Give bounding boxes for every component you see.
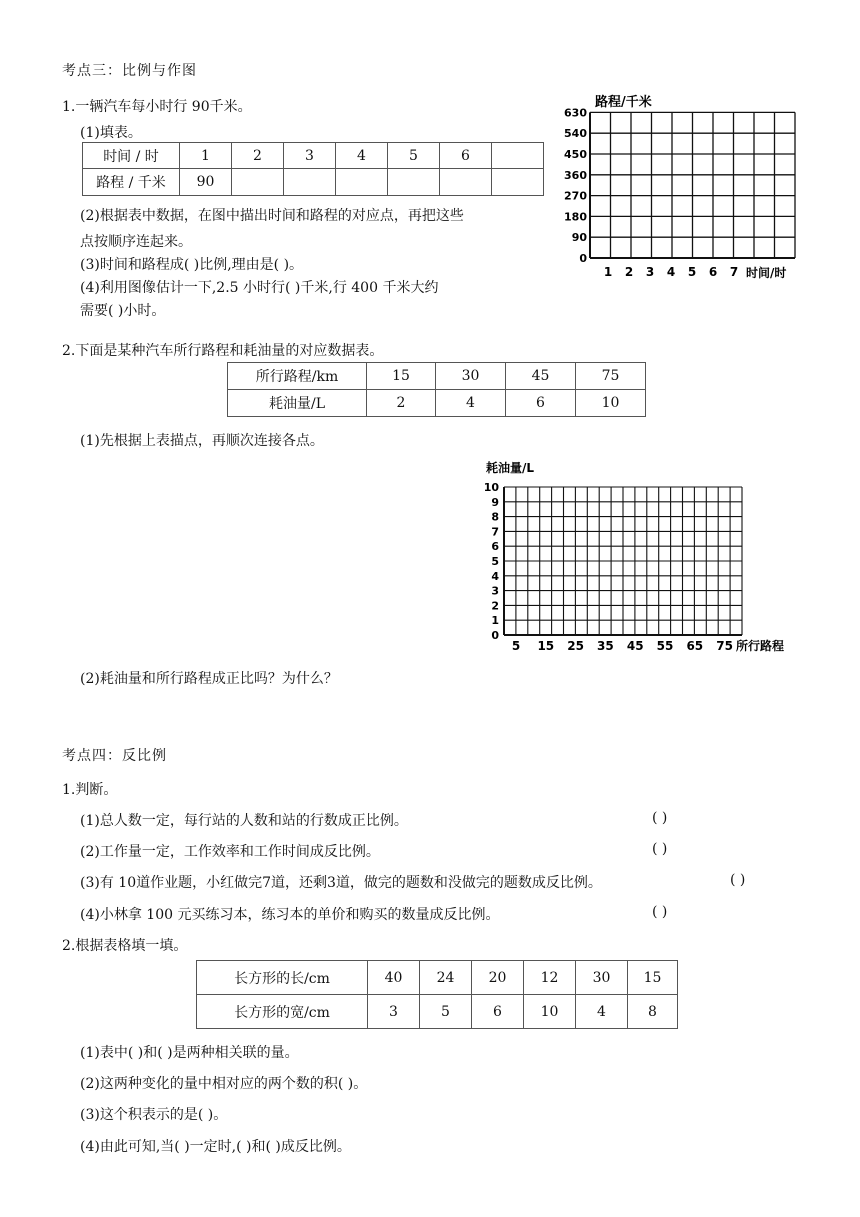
table-cell: 1 <box>180 143 232 169</box>
x-tick-label: 65 <box>686 639 704 653</box>
y-tick-label: 8 <box>491 510 499 524</box>
table-cell: 4 <box>336 143 388 169</box>
q2-graph <box>482 455 798 660</box>
x-tick-label: 3 <box>645 265 655 279</box>
judge-answer-bracket-2[interactable]: ( ) <box>652 841 668 857</box>
q2-part2: (2)耗油量和所行路程成正比吗？为什么？ <box>80 671 338 687</box>
x-tick-label: 55 <box>656 639 674 653</box>
judge-item-3: (3)有 10道作业题，小红做完7道，还剩3道，做完的题数和没做完的题数成反比例。 <box>80 875 602 891</box>
judge-item-2: (2)工作量一定，工作效率和工作时间成反比例。 <box>80 844 380 860</box>
y-tick-label: 6 <box>491 540 499 554</box>
s4-q2-part3: (3)这个积表示的是( )。 <box>80 1107 228 1123</box>
q1-part1: (1)填表。 <box>80 125 142 141</box>
table-cell: 24 <box>420 961 472 995</box>
table-cell: 6 <box>506 390 576 417</box>
table-cell: 路程 / 千米 <box>83 169 180 196</box>
s4-q1-title: 1.判断。 <box>62 782 118 798</box>
table-cell: 30 <box>436 363 506 390</box>
table-cell: 3 <box>284 143 336 169</box>
x-tick-label: 2 <box>624 265 634 279</box>
table-cell <box>492 169 544 196</box>
y-tick-label: 0 <box>579 252 587 265</box>
q2-table <box>227 362 646 417</box>
table-cell: 40 <box>368 961 420 995</box>
graph2-xlabel: 所行路程 <box>736 639 785 653</box>
q2-title: 2.下面是某种汽车所行路程和耗油量的对应数据表。 <box>62 343 384 359</box>
y-tick-label: 180 <box>564 210 587 224</box>
y-tick-label: 450 <box>564 148 587 161</box>
graph1-grid <box>590 112 795 258</box>
table-cell: 4 <box>436 390 506 417</box>
y-tick-label: 1 <box>491 614 499 628</box>
table-cell: 75 <box>576 363 646 390</box>
y-tick-label: 3 <box>491 584 499 598</box>
table-cell <box>336 169 388 196</box>
judge-item-1: (1)总人数一定，每行站的人数和站的行数成正比例。 <box>80 813 408 829</box>
s4-q2-title: 2.根据表格填一填。 <box>62 938 188 954</box>
q1-part3: (3)时间和路程成( )比例,理由是( )。 <box>80 257 304 273</box>
x-tick-label: 7 <box>729 265 739 279</box>
table-cell: 长方形的长/cm <box>197 961 368 995</box>
x-tick-label: 5 <box>687 265 697 279</box>
s4-q2-part4: (4)由此可知,当( )一定时,( )和( )成反比例。 <box>80 1139 351 1155</box>
judge-answer-bracket-1[interactable]: ( ) <box>652 810 668 826</box>
q1-part2-line2: 点按顺序连起来。 <box>80 234 192 250</box>
table-cell <box>492 143 544 169</box>
table-cell: 8 <box>628 995 678 1029</box>
x-tick-label: 15 <box>537 639 555 653</box>
section3-heading: 考点三：比例与作图 <box>62 63 197 79</box>
table-cell: 2 <box>232 143 284 169</box>
graph1-xlabel: 时间/时 <box>746 266 787 280</box>
y-tick-label: 2 <box>491 599 499 613</box>
y-tick-label: 540 <box>564 127 587 141</box>
q2-part1: (1)先根据上表描点，再顺次连接各点。 <box>80 433 324 449</box>
judge-answer-bracket-4[interactable]: ( ) <box>652 904 668 920</box>
table-cell: 长方形的宽/cm <box>197 995 368 1029</box>
x-tick-label: 1 <box>603 265 613 279</box>
x-tick-label: 5 <box>511 639 521 653</box>
judge-item-4: (4)小林拿 100 元买练习本，练习本的单价和购买的数量成反比例。 <box>80 907 500 923</box>
y-tick-label: 9 <box>491 495 499 509</box>
y-tick-label: 5 <box>491 555 499 568</box>
graph1-ylabel: 路程/千米 <box>595 95 652 110</box>
graph2-ylabel: 耗油量/L <box>486 461 535 475</box>
table-cell: 10 <box>576 390 646 417</box>
table-cell <box>440 169 492 196</box>
x-tick-label: 6 <box>708 265 718 279</box>
table-cell <box>388 169 440 196</box>
table-cell: 12 <box>524 961 576 995</box>
y-tick-label: 90 <box>571 231 587 245</box>
table-cell: 3 <box>368 995 420 1029</box>
table-cell: 10 <box>524 995 576 1029</box>
graph2-grid <box>504 487 742 635</box>
table-cell: 20 <box>472 961 524 995</box>
y-tick-label: 270 <box>564 189 587 203</box>
table-cell: 45 <box>506 363 576 390</box>
x-tick-label: 4 <box>666 265 676 279</box>
table-cell: 90 <box>180 169 232 196</box>
table-cell: 5 <box>420 995 472 1029</box>
x-tick-label: 45 <box>626 639 644 653</box>
s4-q2-part2: (2)这两种变化的量中相对应的两个数的积( )。 <box>80 1076 368 1092</box>
table-cell <box>232 169 284 196</box>
q1-title: 1.一辆汽车每小时行 90千米。 <box>62 99 252 115</box>
q1-part4-line2: 需要( )小时。 <box>80 303 166 319</box>
y-tick-label: 4 <box>491 569 499 583</box>
table-cell: 15 <box>367 363 436 390</box>
y-tick-label: 7 <box>491 525 499 539</box>
q1-part2-line1: (2)根据表中数据，在图中描出时间和路程的对应点，再把这些 <box>80 208 464 224</box>
y-tick-label: 10 <box>483 481 499 494</box>
table-cell: 耗油量/L <box>228 390 367 417</box>
y-tick-label: 360 <box>564 168 587 182</box>
y-tick-label: 0 <box>491 629 499 642</box>
table-cell: 6 <box>440 143 492 169</box>
table-cell: 5 <box>388 143 440 169</box>
table-cell: 2 <box>367 390 436 417</box>
rectangle-table <box>196 960 678 1029</box>
table-cell <box>284 169 336 196</box>
table-cell: 4 <box>576 995 628 1029</box>
x-tick-label: 75 <box>716 639 733 653</box>
q1-part4-line1: (4)利用图像估计一下,2.5 小时行( )千米,行 400 千米大约 <box>80 280 439 296</box>
table-cell: 所行路程/km <box>228 363 367 390</box>
q1-table <box>82 142 544 196</box>
q1-graph <box>560 90 810 290</box>
y-tick-label: 630 <box>564 106 587 120</box>
table-cell: 30 <box>576 961 628 995</box>
x-tick-label: 35 <box>597 639 614 653</box>
table-cell: 15 <box>628 961 678 995</box>
s4-q2-part1: (1)表中( )和( )是两种相关联的量。 <box>80 1045 299 1061</box>
x-tick-label: 25 <box>567 639 584 653</box>
section4-heading: 考点四：反比例 <box>62 748 167 764</box>
table-cell: 时间 / 时 <box>83 143 180 169</box>
judge-answer-bracket-3[interactable]: ( ) <box>730 872 746 888</box>
table-cell: 6 <box>472 995 524 1029</box>
